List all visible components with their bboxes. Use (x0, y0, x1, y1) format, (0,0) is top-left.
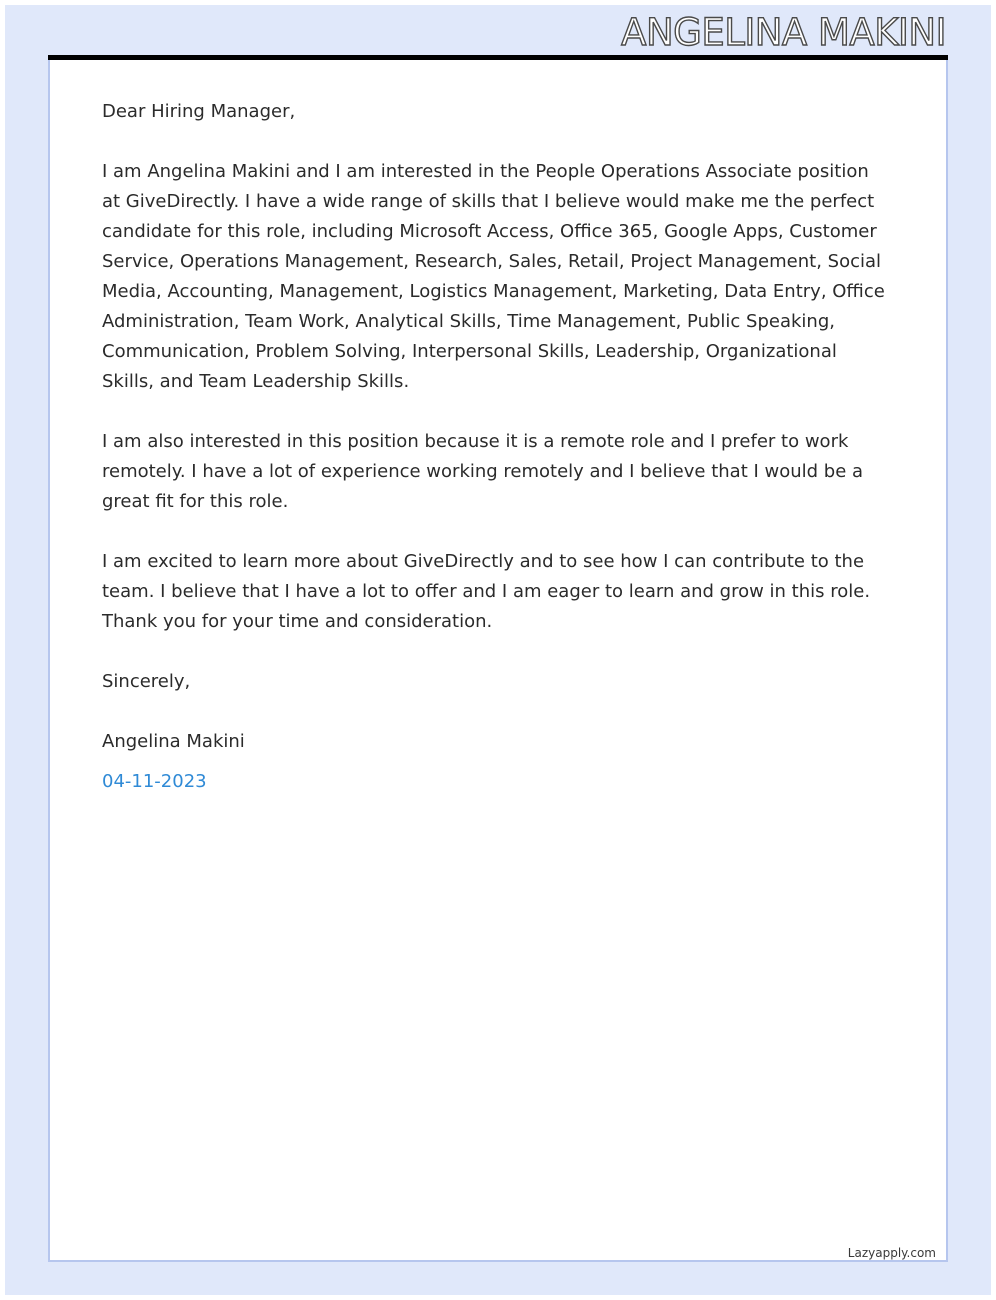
letter-sheet (48, 60, 948, 1262)
paragraph-intro: I am Angelina Makini and I am interested in the People Operations Associate position at GiveDirectly. I have a wide range of skills that I believe would make me the perfect candidate for this role, including Microsoft Access, Office 365, Google Apps, Customer Service, Operations Management, Research, Sales, Retail, Project Management, Social Media, Accounting, Management, Logistics Management, Marketing, Data Entry, Office Administration, Team Work, Analytical Skills, Time Management, Public Speaking, Communication, Problem Solving, Interpersonal Skills, Leadership, Organizational Skills, and Team Leadership Skills. (102, 161, 885, 392)
applicant-name-header: ANGELINA MAKINI (621, 11, 946, 54)
salutation: Dear Hiring Manager, (102, 101, 296, 122)
letter-body (102, 97, 892, 797)
footer-watermark: Lazyapply.com (847, 1246, 936, 1260)
paragraph-closing: I am excited to learn more about GiveDirectly and to see how I can contribute to the team. I believe that I have a lot to offer and I am eager to learn and grow in this role. Thank you for your time and consideration. (102, 551, 871, 632)
paragraph-remote: I am also interested in this position because it is a remote role and I prefer to work remotely. I have a lot of experience working remotely and I believe that I would be a great fit for this role. (102, 431, 864, 512)
closing: Sincerely, (102, 671, 191, 692)
letter-date: 04-11-2023 (102, 771, 207, 792)
signature-name: Angelina Makini (102, 731, 245, 752)
